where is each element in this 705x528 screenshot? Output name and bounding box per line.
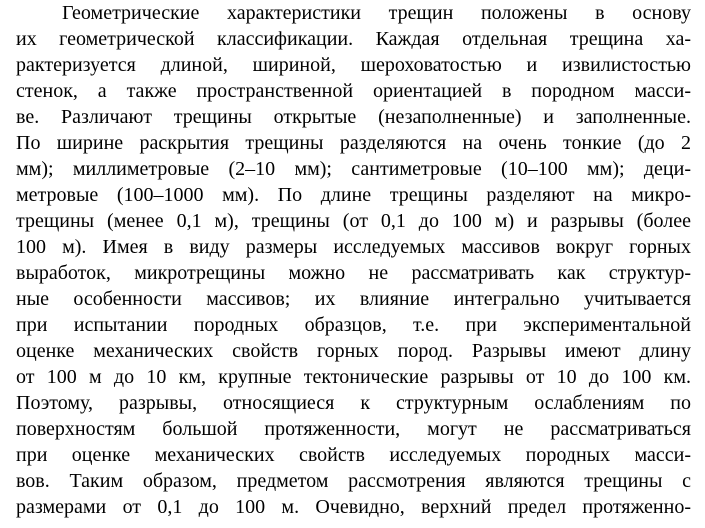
- paragraph-line: 100 м). Имея в виду размеры исследуемых массивов вокруг горных: [16, 236, 691, 258]
- paragraph-line: Поэтому, разрывы, относящиеся к структурным ослаблениям по: [16, 392, 691, 414]
- body-paragraph: [16, 0, 691, 520]
- paragraph-line: ве. Различают трещины открытые (незаполненные) и заполненные.: [16, 106, 691, 128]
- paragraph-line: размерами от 0,1 до 100 м. Очевидно, верхний предел протяженно-: [16, 496, 691, 518]
- paragraph-line: трещины (менее 0,1 м), трещины (от 0,1 до 100 м) и разрывы (более: [16, 210, 691, 232]
- paragraph-line: выработок, микротрещины можно не рассматривать как структур-: [16, 262, 691, 284]
- paragraph-line: стенок, а также пространственной ориентацией в породном масси-: [16, 80, 691, 102]
- paragraph-line: при оценке механических свойств исследуемых породных масси-: [16, 444, 691, 466]
- paragraph-line: рактеризуется длиной, шириной, шероховатостью и извилистостью: [16, 54, 691, 76]
- paragraph-line: ные особенности массивов; их влияние интегрально учитывается: [16, 288, 691, 310]
- paragraph-line: метровые (100–1000 мм). По длине трещины разделяют на микро-: [16, 184, 691, 206]
- paragraph-line: их геометрической классификации. Каждая отдельная трещина ха-: [16, 28, 691, 50]
- paragraph-line: поверхностям большой протяженности, могут не рассматриваться: [16, 418, 691, 440]
- paragraph-line: от 100 м до 10 км, крупные тектонические разрывы от 10 до 100 км.: [16, 366, 691, 388]
- document-page: [16, 0, 691, 520]
- paragraph-line: оценке механических свойств горных пород. Разрывы имеют длину: [16, 340, 691, 362]
- paragraph-line: при испытании породных образцов, т.е. при экспериментальной: [16, 314, 691, 336]
- paragraph-line: мм); миллиметровые (2–10 мм); сантиметровые (10–100 мм); деци-: [16, 158, 691, 180]
- paragraph-line: вов. Таким образом, предметом рассмотрения являются трещины с: [16, 470, 691, 492]
- paragraph-line: Геометрические характеристики трещин положены в основу: [62, 2, 691, 24]
- paragraph-line: По ширине раскрытия трещины разделяются на очень тонкие (до 2: [16, 132, 691, 154]
